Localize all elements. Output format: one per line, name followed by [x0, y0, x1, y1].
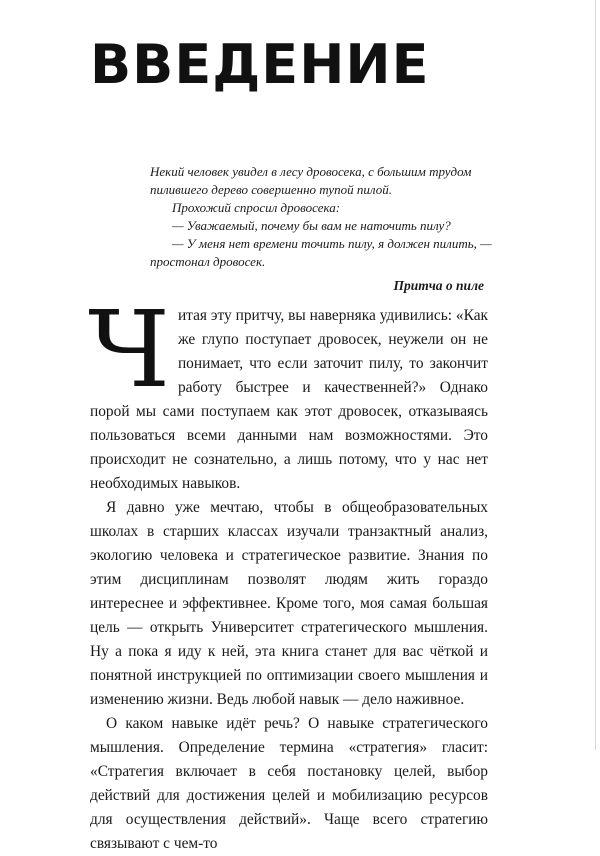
epigraph-line: простонал дровосек.	[150, 254, 266, 269]
epigraph-line: Прохожий спросил дровосека:	[172, 200, 341, 215]
paragraph-1	[88, 288, 488, 496]
epigraph-line: — Уважаемый, почему бы вам не наточить пилу?	[172, 218, 451, 233]
body-text	[88, 288, 488, 856]
drop-cap: Ч	[88, 288, 170, 411]
paragraph-2: Я давно уже мечтаю, чтобы в общеобразовательных школах в старших классах изучали транзактный анализ, экологию человека и стратегическое развитие. Знания по этим дисциплинам позволят людям жить гораздо интереснее и эффективнее. Кроме того, моя самая большая цель — открыть Университет стратегического мышления. Ну а пока я иду к ней, эта книга станет для вас чёткой и понятной инструкцией по оптимизации своего мышления и изменению жизни. Ведь любой навык — дело наживное.	[90, 499, 488, 708]
paragraph-1-text: итая эту притчу, вы наверняка удивились: «Как же глупо поступает дровосек, неужели он не понимает, что если заточит пилу, то закончит работу быстрее и качественней?» Однако порой мы сами поступаем как этот дровосек, отказываясь пользоваться всеми данными нам возможностями. Это происходит не сознательно, а лишь потому, что у нас нет необходимых навыков.	[90, 307, 488, 492]
epigraph-attribution: Притча о пиле	[393, 278, 484, 293]
epigraph	[150, 163, 492, 295]
page-edge-divider	[595, 0, 596, 750]
epigraph-line: пилившего дерево совершенно тупой пилой.	[150, 182, 392, 197]
epigraph-line: — У меня нет времени точить пилу, я должен пилить, —	[172, 236, 492, 251]
paragraph-3: О каком навыке идёт речь? О навыке стратегического мышления. Определение термина «стратегия» гласит: «Стратегия включает в себя постановку целей, выбор действий для достижения целей и мобилизацию ресурсов для осуществления действий». Чаще всего стратегию связывают с чем-то	[90, 715, 488, 852]
epigraph-line: Некий человек увидел в лесу дровосека, с большим трудом	[150, 164, 472, 179]
page-title: ВВЕДЕНИЕ	[90, 33, 430, 96]
